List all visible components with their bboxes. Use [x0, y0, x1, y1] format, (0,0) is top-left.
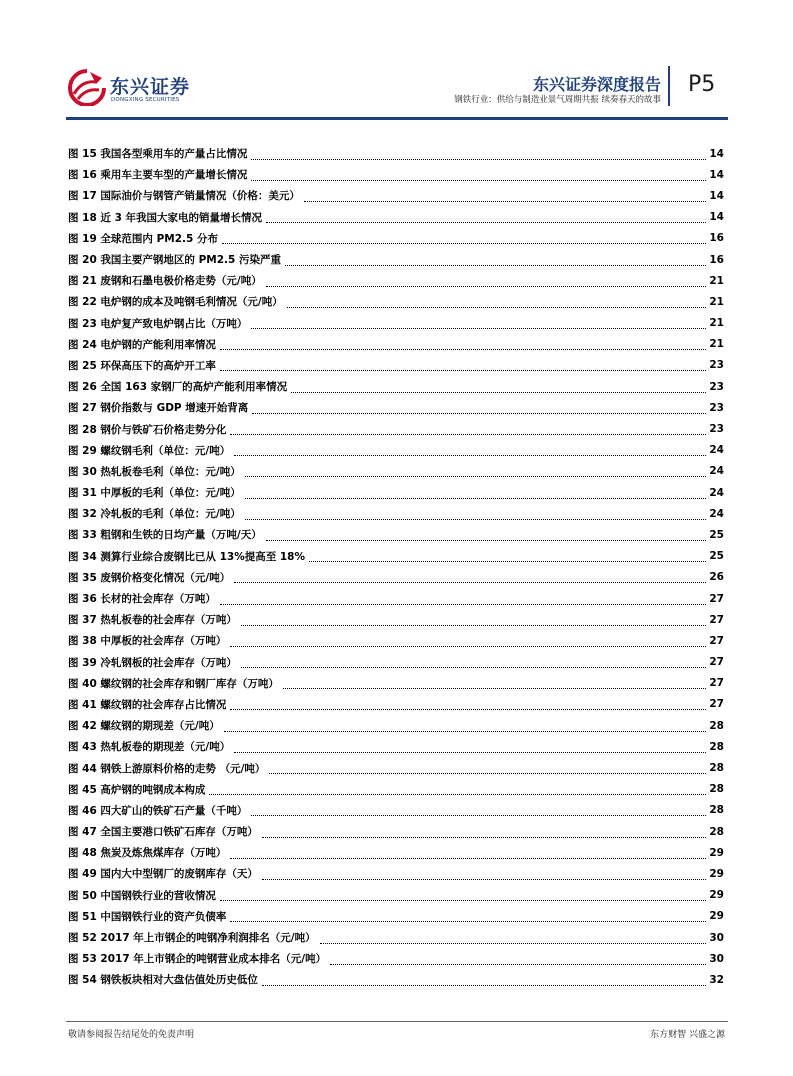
- toc-leader-dots: [266, 211, 706, 223]
- toc-entry-label: 图 40 螺纹钢的社会库存和钢厂库存（万吨）: [68, 677, 279, 690]
- toc-entry[interactable]: [68, 482, 724, 503]
- toc-entry-page: 28: [709, 762, 724, 775]
- toc-leader-dots: [262, 826, 706, 838]
- toc-entry-label: 图 19 全球范围内 PM2.5 分布: [68, 232, 218, 245]
- toc-leader-dots: [251, 317, 706, 329]
- toc-entry[interactable]: [68, 736, 724, 757]
- toc-entry-label: 图 39 冷轧钢板的社会库存（万吨）: [68, 656, 237, 669]
- toc-entry-label: 图 42 螺纹钢的期现差（元/吨）: [68, 720, 220, 733]
- toc-entry-label: 图 53 2017 年上市钢企的吨钢营业成本排名（元/吨）: [68, 953, 327, 966]
- toc-entry-page: 27: [709, 677, 724, 690]
- toc-leader-dots: [234, 444, 706, 456]
- toc-entry-label: 图 31 中厚板的毛利（单位：元/吨）: [68, 487, 241, 500]
- toc-entry-label: 图 36 长材的社会库存（万吨）: [68, 593, 216, 606]
- toc-entry-page: 30: [709, 952, 724, 965]
- toc-entry[interactable]: [68, 291, 724, 312]
- toc-leader-dots: [330, 953, 706, 965]
- toc-entry-label: 图 45 高炉钢的吨钢成本构成: [68, 783, 206, 796]
- logo-company-name-en: DONGXING SECURITIES: [111, 97, 180, 103]
- toc-leader-dots: [285, 254, 706, 266]
- toc-entry-page: 28: [709, 804, 724, 817]
- toc-leader-dots: [245, 508, 707, 520]
- toc-entry-label: 图 41 螺纹钢的社会库存占比情况: [68, 698, 227, 711]
- toc-entry-page: 25: [709, 550, 724, 563]
- toc-entry-label: 图 20 我国主要产钢地区的 PM2.5 污染严重: [68, 254, 281, 267]
- toc-entry-page: 32: [709, 973, 724, 986]
- toc-leader-dots: [230, 910, 706, 922]
- toc-leader-dots: [245, 465, 707, 477]
- toc-entry-page: 16: [709, 253, 724, 266]
- toc-entry-page: 29: [709, 867, 724, 880]
- toc-entry[interactable]: [68, 588, 724, 609]
- toc-entry-label: 图 15 我国各型乘用车的产量占比情况: [68, 148, 248, 161]
- toc-entry-page: 27: [709, 698, 724, 711]
- toc-entry-label: 图 22 电炉钢的成本及吨钢毛利情况（元/吨）: [68, 296, 283, 309]
- toc-entry-page: 28: [709, 783, 724, 796]
- toc-leader-dots: [291, 381, 706, 393]
- toc-leader-dots: [262, 974, 706, 986]
- toc-entry-page: 28: [709, 719, 724, 732]
- toc-entry[interactable]: [68, 927, 724, 948]
- toc-entry[interactable]: [68, 249, 724, 270]
- toc-leader-dots: [234, 741, 706, 753]
- toc-leader-dots: [230, 698, 706, 710]
- toc-entry-label: 图 43 热轧板卷的期现差（元/吨）: [68, 741, 231, 754]
- toc-entry-label: 图 27 钢价指数与 GDP 增速开始背离: [68, 402, 249, 415]
- toc-entry-label: 图 37 热轧板卷的社会库存（万吨）: [68, 614, 237, 627]
- toc-entry-page: 28: [709, 740, 724, 753]
- toc-leader-dots: [230, 423, 706, 435]
- logo-emblem-icon: [66, 68, 108, 106]
- toc-leader-dots: [220, 359, 706, 371]
- footer-slogan: 东方财智 兴盛之源: [650, 1030, 725, 1040]
- toc-entry[interactable]: [68, 652, 724, 673]
- toc-entry-page: 28: [709, 825, 724, 838]
- toc-entry[interactable]: [68, 546, 724, 567]
- toc-entry[interactable]: [68, 228, 724, 249]
- toc-entry-label: 图 30 热轧板卷毛利（单位：元/吨）: [68, 465, 241, 478]
- toc-entry[interactable]: [68, 185, 724, 206]
- toc-entry[interactable]: [68, 164, 724, 185]
- toc-leader-dots: [266, 529, 707, 541]
- toc-entry-label: 图 16 乘用车主要车型的产量增长情况: [68, 169, 248, 182]
- toc-entry-page: 24: [709, 465, 724, 478]
- toc-entry-page: 14: [709, 189, 724, 202]
- toc-entry-page: 23: [709, 423, 724, 436]
- toc-entry-label: 图 46 四大矿山的铁矿石产量（千吨）: [68, 804, 248, 817]
- toc-entry-label: 图 38 中厚板的社会库存（万吨）: [68, 635, 227, 648]
- figure-list: [68, 143, 724, 991]
- toc-leader-dots: [241, 656, 706, 668]
- toc-entry-page: 14: [709, 211, 724, 224]
- toc-entry-label: 图 32 冷轧板的毛利（单位：元/吨）: [68, 508, 241, 521]
- toc-entry[interactable]: [68, 524, 724, 545]
- toc-entry[interactable]: [68, 906, 724, 927]
- toc-entry-label: 图 44 钢铁上游原料价格的走势 （元/吨）: [68, 762, 266, 775]
- toc-leader-dots: [209, 783, 706, 795]
- toc-leader-dots: [220, 889, 706, 901]
- company-logo: [66, 68, 196, 108]
- report-type-title: 东兴证券深度报告: [532, 75, 661, 94]
- toc-entry-page: 21: [709, 274, 724, 287]
- toc-entry-page: 21: [709, 317, 724, 330]
- toc-entry-page: 30: [709, 931, 724, 944]
- toc-entry[interactable]: [68, 779, 724, 800]
- toc-leader-dots: [220, 338, 706, 350]
- toc-entry-page: 24: [709, 486, 724, 499]
- toc-entry-label: 图 29 螺纹钢毛利（单位：元/吨）: [68, 444, 231, 457]
- toc-entry-page: 21: [709, 338, 724, 351]
- toc-entry-page: 14: [709, 147, 724, 160]
- toc-entry-label: 图 26 全国 163 家钢厂的高炉产能利用率情况: [68, 381, 288, 394]
- toc-entry-page: 23: [709, 401, 724, 414]
- toc-entry[interactable]: [68, 461, 724, 482]
- report-subtitle: 钢铁行业：供给与制造业景气周期共振 续奏春天的故事: [454, 95, 661, 105]
- toc-leader-dots: [230, 635, 706, 647]
- footer-rule: [66, 1021, 728, 1022]
- toc-entry-label: 图 23 电炉复产致电炉钢占比（万吨）: [68, 317, 248, 330]
- toc-entry-page: 23: [709, 380, 724, 393]
- toc-entry[interactable]: [68, 673, 724, 694]
- toc-entry-page: 16: [709, 232, 724, 245]
- header-divider: [668, 66, 670, 106]
- toc-entry[interactable]: [68, 376, 724, 397]
- page-number: P5: [688, 72, 716, 97]
- toc-leader-dots: [320, 932, 707, 944]
- toc-entry-label: 图 35 废钢价格变化情况（元/吨）: [68, 571, 231, 584]
- toc-entry-label: 图 25 环保高压下的高炉开工率: [68, 359, 216, 372]
- toc-entry-page: 27: [709, 656, 724, 669]
- toc-leader-dots: [266, 275, 707, 287]
- toc-entry-label: 图 51 中国钢铁行业的资产负债率: [68, 910, 227, 923]
- toc-entry-page: 25: [709, 528, 724, 541]
- toc-entry-page: 29: [709, 846, 724, 859]
- toc-entry[interactable]: [68, 313, 724, 334]
- toc-leader-dots: [251, 148, 706, 160]
- toc-entry-page: 24: [709, 444, 724, 457]
- toc-leader-dots: [304, 190, 706, 202]
- toc-entry-page: 26: [709, 571, 724, 584]
- toc-entry[interactable]: [68, 715, 724, 736]
- toc-entry-label: 图 54 钢铁板块相对大盘估值处历史低位: [68, 974, 258, 987]
- toc-entry[interactable]: [68, 567, 724, 588]
- toc-entry-page: 27: [709, 634, 724, 647]
- toc-entry[interactable]: [68, 143, 724, 164]
- toc-entry-label: 图 50 中国钢铁行业的营收情况: [68, 889, 216, 902]
- toc-entry[interactable]: [68, 969, 724, 990]
- toc-entry-label: 图 24 电炉钢的产能利用率情况: [68, 338, 216, 351]
- header-rule: [66, 117, 728, 120]
- toc-entry-page: 24: [709, 507, 724, 520]
- toc-entry-page: 27: [709, 613, 724, 626]
- toc-entry[interactable]: [68, 800, 724, 821]
- toc-leader-dots: [222, 232, 706, 244]
- toc-entry[interactable]: [68, 630, 724, 651]
- toc-entry-label: 图 18 近 3 年我国大家电的销量增长情况: [68, 211, 263, 224]
- toc-leader-dots: [234, 571, 706, 583]
- toc-entry[interactable]: [68, 609, 724, 630]
- toc-entry-label: 图 48 焦炭及炼焦煤库存（万吨）: [68, 847, 227, 860]
- toc-entry[interactable]: [68, 207, 724, 228]
- toc-entry-page: 21: [709, 295, 724, 308]
- toc-leader-dots: [283, 677, 706, 689]
- toc-entry[interactable]: [68, 821, 724, 842]
- toc-entry[interactable]: [68, 397, 724, 418]
- toc-leader-dots: [251, 169, 706, 181]
- toc-entry-page: 29: [709, 889, 724, 902]
- footer-disclaimer: 敬请参阅报告结尾处的免责声明: [68, 1030, 195, 1040]
- toc-leader-dots: [241, 614, 706, 626]
- toc-leader-dots: [251, 804, 706, 816]
- toc-leader-dots: [245, 487, 707, 499]
- toc-entry-page: 14: [709, 168, 724, 181]
- toc-entry-label: 图 28 钢价与铁矿石价格走势分化: [68, 423, 227, 436]
- toc-entry-page: 27: [709, 592, 724, 605]
- toc-leader-dots: [262, 868, 706, 880]
- toc-entry-label: 图 33 粗钢和生铁的日均产量（万吨/天）: [68, 529, 262, 542]
- toc-leader-dots: [224, 720, 707, 732]
- toc-entry-label: 图 34 测算行业综合废钢比已从 13%提高至 18%: [68, 550, 305, 563]
- toc-leader-dots: [230, 847, 706, 859]
- toc-entry[interactable]: [68, 355, 724, 376]
- toc-leader-dots: [269, 762, 706, 774]
- toc-entry[interactable]: [68, 440, 724, 461]
- toc-entry-label: 图 47 全国主要港口铁矿石库存（万吨）: [68, 826, 258, 839]
- toc-leader-dots: [220, 593, 706, 605]
- logo-company-name: 东兴证券: [110, 76, 191, 98]
- toc-entry[interactable]: [68, 863, 724, 884]
- toc-entry-label: 图 52 2017 年上市钢企的吨钢净利润排名（元/吨）: [68, 932, 316, 945]
- toc-entry[interactable]: [68, 270, 724, 291]
- toc-entry[interactable]: [68, 757, 724, 778]
- toc-entry-label: 图 49 国内大中型钢厂的废钢库存（天）: [68, 868, 258, 881]
- toc-leader-dots: [252, 402, 706, 414]
- toc-entry[interactable]: [68, 694, 724, 715]
- toc-entry[interactable]: [68, 842, 724, 863]
- toc-entry[interactable]: [68, 418, 724, 439]
- toc-entry-page: 23: [709, 359, 724, 372]
- toc-leader-dots: [309, 550, 706, 562]
- toc-entry[interactable]: [68, 885, 724, 906]
- toc-entry[interactable]: [68, 334, 724, 355]
- toc-entry-label: 图 21 废钢和石墨电极价格走势（元/吨）: [68, 275, 262, 288]
- toc-entry[interactable]: [68, 503, 724, 524]
- toc-entry-label: 图 17 国际油价与钢管产销量情况（价格：美元）: [68, 190, 300, 203]
- toc-entry-page: 29: [709, 910, 724, 923]
- toc-entry[interactable]: [68, 948, 724, 969]
- toc-leader-dots: [287, 296, 707, 308]
